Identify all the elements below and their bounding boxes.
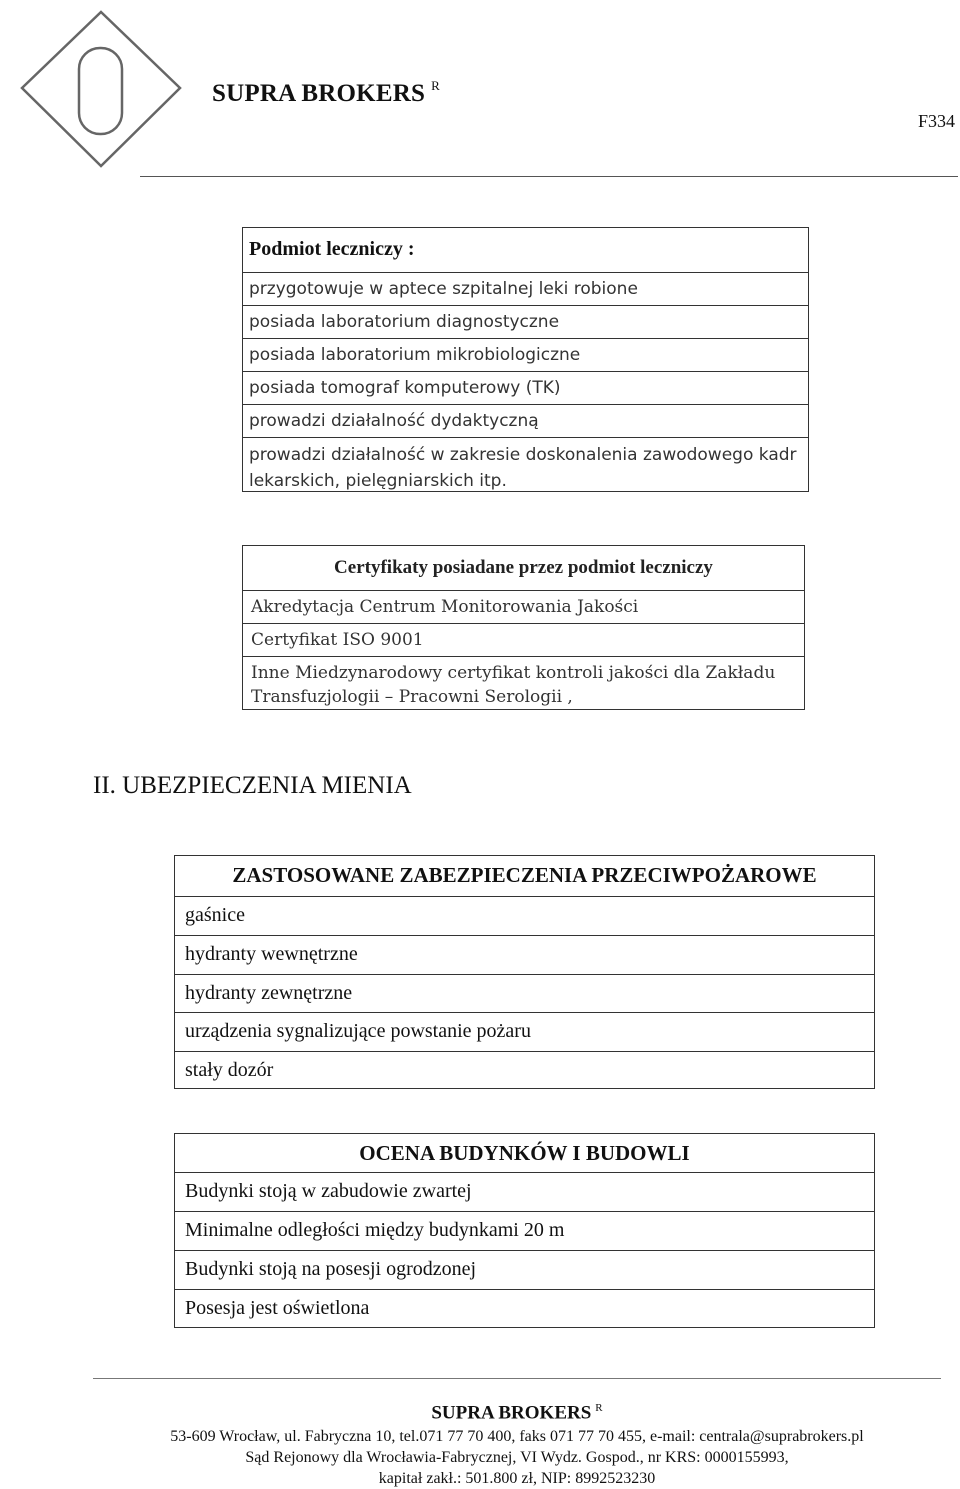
form-code: F334 xyxy=(918,111,956,131)
table-row: Certyfikat ISO 9001 xyxy=(243,623,804,656)
certificates-table xyxy=(242,545,805,710)
table-row: hydranty zewnętrzne xyxy=(175,974,874,1013)
certificates-title: Certyfikaty posiadane przez podmiot leczniczy xyxy=(334,557,713,578)
table-row: prowadzi działalność dydaktyczną xyxy=(243,404,808,437)
fire-protection-title: ZASTOSOWANE ZABEZPIECZENIA PRZECIWPOŻAROWE xyxy=(232,863,817,887)
table-row: posiada laboratorium mikrobiologiczne xyxy=(243,338,808,371)
table-row: posiada tomograf komputerowy (TK) xyxy=(243,371,808,404)
medical-entity-table xyxy=(242,227,809,492)
table-row: urządzenia sygnalizujące powstanie pożaru xyxy=(175,1012,874,1051)
table-row: Inne Miedzynarodowy certyfikat kontroli jakości dla Zakładu Transfuzjologii – Pracowni Serologii , xyxy=(243,656,804,710)
table-row: stały dozór xyxy=(175,1051,874,1090)
brand-title: SUPRA BROKERS $^R$ xyxy=(212,78,440,107)
table-row: posiada laboratorium diagnostyczne xyxy=(243,305,808,338)
table-row: prowadzi działalność w zakresie doskonalenia zawodowego kadr lekarskich, pielęgniarskich itp. xyxy=(243,437,808,491)
company-logo xyxy=(0,0,205,190)
footer-registered-mark: R xyxy=(595,1402,603,1414)
footer-address: 53-609 Wrocław, ul. Fabryczna 10, tel.071 77 70 400, faks 071 77 70 455, e-mail: centrala@suprabrokers.pl xyxy=(170,1428,864,1446)
table-row: Minimalne odległości między budynkami 20 m xyxy=(175,1211,874,1250)
section-heading: II. UBEZPIECZENIA MIENIA xyxy=(93,772,412,799)
footer-court: Sąd Rejonowy dla Wrocławia-Fabrycznej, VI Wydz. Gospod., nr KRS: 0000155993, xyxy=(245,1449,789,1467)
footer-capital: kapitał zakł.: 501.800 zł, NIP: 8992523230 xyxy=(378,1470,656,1488)
buildings-assessment-table xyxy=(174,1133,875,1328)
header-divider xyxy=(140,176,958,177)
medical-entity-title: Podmiot leczniczy : xyxy=(249,238,415,260)
table-row: Akredytacja Centrum Monitorowania Jakości xyxy=(243,590,804,623)
footer-divider xyxy=(93,1378,941,1379)
footer-brand: SUPRA BROKERS $^R$ xyxy=(431,1402,603,1424)
fire-protection-table xyxy=(174,855,875,1089)
buildings-assessment-title: OCENA BUDYNKÓW I BUDOWLI xyxy=(359,1141,690,1165)
table-row: gaśnice xyxy=(175,896,874,935)
table-row: Budynki stoją na posesji ogrodzonej xyxy=(175,1250,874,1289)
registered-mark: R xyxy=(431,78,440,93)
table-row: Budynki stoją w zabudowie zwartej xyxy=(175,1172,874,1211)
footer xyxy=(93,1395,941,1489)
table-row: przygotowuje w aptece szpitalnej leki robione xyxy=(243,272,808,305)
table-row: Posesja jest oświetlona xyxy=(175,1289,874,1328)
table-row: hydranty wewnętrzne xyxy=(175,935,874,974)
